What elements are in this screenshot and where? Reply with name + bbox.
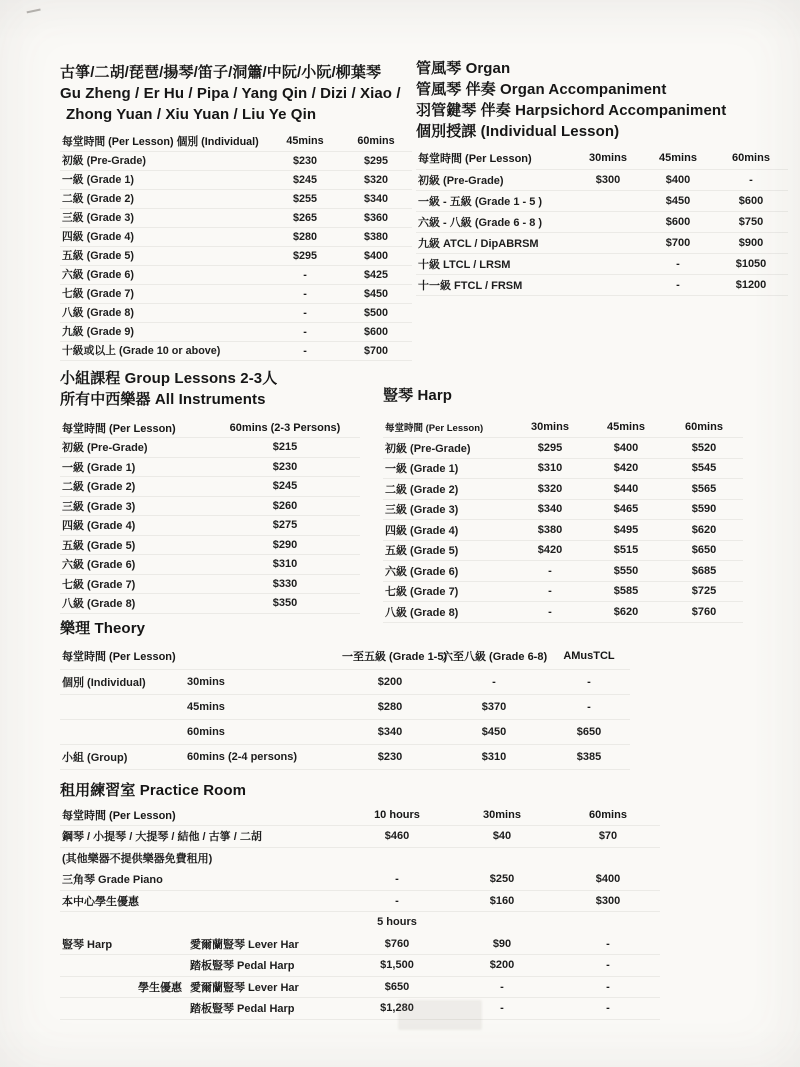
column-header: 六至八級 (Grade 6-8) [440,644,548,669]
table-cell: - [270,341,340,360]
table-cell: $620 [587,602,665,623]
column-header: 45mins [587,417,665,438]
table-cell: 一級 - 五級 (Grade 1 - 5 ) [416,190,574,211]
table-cell: 二級 (Grade 2) [383,479,513,500]
table-cell: $425 [340,265,412,284]
table-cell: $215 [210,438,360,458]
title-line-harp: 豎琴 Harp [383,387,453,404]
table-row [60,208,412,227]
table-cell: 一級 (Grade 1) [60,170,270,189]
table-cell [346,847,448,869]
table-row [383,561,743,582]
table-row [416,211,788,232]
column-header: 45mins [642,148,714,169]
table-cell: 七級 (Grade 7) [383,581,513,602]
table-row [60,189,412,208]
table-row [60,535,360,555]
table-cell: $760 [665,602,743,623]
table-row [60,438,360,458]
table-cell [60,998,188,1020]
title-line-organ-acc: 管風琴 伴奏 Organ Accompaniment [416,81,667,98]
table-cell: - [448,998,556,1020]
harp-section [383,385,743,623]
table-cell: $280 [270,227,340,246]
table-row [60,265,412,284]
table-cell: 九級 ATCL / DipABRSM [416,232,574,253]
table-cell: 四級 (Grade 4) [383,520,513,541]
table-cell: $1,280 [346,998,448,1020]
table-header-row [60,644,630,669]
table-row [60,227,412,246]
table-cell: 八級 (Grade 8) [60,303,270,322]
table-cell: $545 [665,458,743,479]
scan-shadow-artifact [398,1000,482,1030]
table-row [383,438,743,459]
title-line-all-instruments: 所有中西樂器 All Instruments [60,391,266,408]
organ-section [416,58,788,296]
table-row [416,169,788,190]
table-header-row [60,418,360,438]
table-cell [188,890,346,912]
title-line-group: 小組課程 Group Lessons 2-3人 [60,370,278,387]
table-row [60,890,660,912]
table-cell: 鋼琴 / 小提琴 / 大提琴 / 結他 / 古箏 / 二胡 [60,826,188,848]
table-cell [574,253,642,274]
table-cell: $450 [642,190,714,211]
table-cell: 豎琴 Harp [60,933,188,955]
table-cell: 二級 (Grade 2) [60,189,270,208]
table-cell: $600 [714,190,788,211]
table-cell [556,912,660,934]
table-cell: 初級 (Pre-Grade) [60,151,270,170]
table-cell: 六級 (Grade 6) [383,561,513,582]
table-cell: $340 [340,719,440,744]
column-header: 60mins (2-3 Persons) [210,418,360,438]
table-cell: $585 [587,581,665,602]
table-cell: $550 [587,561,665,582]
table-cell: $320 [340,170,412,189]
table-cell: 60mins (2-4 persons) [185,744,340,769]
table-cell: $380 [340,227,412,246]
chinese-instruments-table [60,132,412,361]
table-cell [60,719,185,744]
table-row [60,869,660,891]
table-cell: $900 [714,232,788,253]
table-cell: 5 hours [377,916,417,929]
table-cell: $250 [448,869,556,891]
table-cell: $370 [440,694,548,719]
table-cell: $350 [210,594,360,614]
table-cell: - [270,303,340,322]
table-cell: - [556,955,660,977]
table-cell: $230 [270,151,340,170]
table-cell: $450 [340,284,412,303]
table-cell: $290 [210,535,360,555]
table-cell: $685 [665,561,743,582]
table-cell: $40 [448,826,556,848]
table-row [383,540,743,561]
table-cell [448,912,556,934]
table-cell: 十級或以上 (Grade 10 or above) [60,341,270,360]
table-cell: - [513,561,587,582]
table-cell: $650 [665,540,743,561]
table-row [383,520,743,541]
organ-title [416,58,788,142]
table-cell: $265 [270,208,340,227]
table-cell: $340 [513,499,587,520]
table-cell [188,912,346,934]
table-cell: 初級 (Pre-Grade) [383,438,513,459]
table-cell: $565 [665,479,743,500]
table-cell: 學生優惠 [60,976,188,998]
table-cell: - [346,890,448,912]
table-cell: 五級 (Grade 5) [60,246,270,265]
theory-section [60,618,630,770]
table-cell: $295 [340,151,412,170]
column-header: 每堂時間 (Per Lesson) [60,644,340,669]
table-cell: 七級 (Grade 7) [60,284,270,303]
table-cell: $650 [346,976,448,998]
table-cell: - [548,694,630,719]
table-cell: 八級 (Grade 8) [60,594,210,614]
title-line-organ: 管風琴 Organ [416,60,511,77]
table-row [60,694,630,719]
table-row [60,496,360,516]
table-row [60,955,660,977]
table-cell: 五級 (Grade 5) [383,540,513,561]
column-header: 30mins [574,148,642,169]
table-cell: - [556,998,660,1020]
table-row [416,253,788,274]
table-cell: 十一級 FTCL / FRSM [416,274,574,295]
table-cell: $400 [642,169,714,190]
table-header-row [383,417,743,438]
table-row [60,933,660,955]
title-line-en2: Zhong Yuan / Xiu Yuan / Liu Ye Qin [66,106,317,123]
table-cell: 六級 (Grade 6) [60,265,270,284]
table-cell: $1050 [714,253,788,274]
table-cell: $260 [210,496,360,516]
table-cell: $245 [210,477,360,497]
table-cell: 個別 (Individual) [60,669,185,694]
table-cell: $245 [270,170,340,189]
table-cell: 踏板豎琴 Pedal Harp [188,998,346,1020]
group-lessons-section [60,368,360,614]
table-cell: $275 [210,516,360,536]
table-cell: $255 [270,189,340,208]
table-row [416,190,788,211]
table-cell: $385 [548,744,630,769]
table-cell: $590 [665,499,743,520]
table-cell: 45mins [185,694,340,719]
table-cell: 一級 (Grade 1) [60,457,210,477]
column-header: 每堂時間 (Per Lesson) [60,418,210,438]
table-row [60,912,660,934]
table-cell: $515 [587,540,665,561]
table-cell: - [440,669,548,694]
table-row [60,594,360,614]
table-cell: $700 [340,341,412,360]
table-cell: 七級 (Grade 7) [60,574,210,594]
table-cell: $400 [587,438,665,459]
table-cell: $230 [340,744,440,769]
table-cell: $90 [448,933,556,955]
table-cell: $295 [513,438,587,459]
table-header-row [60,804,660,826]
table-cell: 一級 (Grade 1) [383,458,513,479]
column-header: 30mins [448,804,556,826]
table-row [60,457,360,477]
table-cell: 十級 LTCL / LRSM [416,253,574,274]
table-header-row [60,132,412,151]
table-row [416,274,788,295]
table-cell: $200 [340,669,440,694]
table-cell [574,211,642,232]
table-cell: $760 [346,933,448,955]
table-cell: - [556,933,660,955]
table-cell: $495 [587,520,665,541]
table-cell: - [448,976,556,998]
table-row [60,303,412,322]
table-cell: 二級 (Grade 2) [60,477,210,497]
table-cell: $280 [340,694,440,719]
table-cell [60,694,185,719]
table-row [60,976,660,998]
table-cell: $1,500 [346,955,448,977]
table-cell: $460 [346,826,448,848]
table-cell [574,274,642,295]
table-row [60,477,360,497]
table-row [383,479,743,500]
column-header: 每堂時間 (Per Lesson) [60,804,346,826]
column-header: 每堂時間 (Per Lesson) [383,417,513,438]
table-cell: 三角琴 Grade Piano [60,869,188,891]
title-line-harpsichord-acc: 羽管鍵琴 伴奏 Harpsichord Accompaniment [416,102,727,119]
table-cell: $600 [340,322,412,341]
table-row [60,574,360,594]
table-row [60,151,412,170]
table-cell: - [513,602,587,623]
column-header: 10 hours [346,804,448,826]
practice-room-table [60,804,660,1020]
column-header: 一至五級 (Grade 1-5) [340,644,440,669]
chinese-instruments-section [60,62,412,361]
table-row [60,998,660,1020]
table-cell: $300 [574,169,642,190]
table-cell: 三級 (Grade 3) [60,496,210,516]
column-header: 每堂時間 (Per Lesson) 個別 (Individual) [60,132,270,151]
table-cell: 六級 - 八級 (Grade 6 - 8 ) [416,211,574,232]
table-cell: 小組 (Group) [60,744,185,769]
table-cell: $520 [665,438,743,459]
table-row [60,719,630,744]
table-header-row [416,148,788,169]
table-row [60,669,630,694]
table-row [383,458,743,479]
table-cell: 60mins [185,719,340,744]
column-header: 30mins [513,417,587,438]
table-cell: - [270,265,340,284]
table-cell: $465 [587,499,665,520]
table-cell: - [556,976,660,998]
table-cell: $360 [340,208,412,227]
table-cell: $160 [448,890,556,912]
table-cell [188,869,346,891]
column-header: 60mins [714,148,788,169]
table-cell: 三級 (Grade 3) [383,499,513,520]
table-cell: - [548,669,630,694]
table-cell [574,190,642,211]
column-header: 45mins [270,132,340,151]
table-cell: - [642,253,714,274]
table-cell: 五級 (Grade 5) [60,535,210,555]
table-cell: 八級 (Grade 8) [383,602,513,623]
organ-table [416,148,788,296]
table-cell: $400 [556,869,660,891]
table-cell: $500 [340,303,412,322]
table-cell: 四級 (Grade 4) [60,227,270,246]
table-cell: 愛爾蘭豎琴 Lever Har [188,976,346,998]
theory-table [60,644,630,770]
table-cell: 四級 (Grade 4) [60,516,210,536]
column-header: 每堂時間 (Per Lesson) [416,148,574,169]
table-cell [574,232,642,253]
table-cell: $70 [556,826,660,848]
column-header: 60mins [556,804,660,826]
table-cell: - [270,284,340,303]
practice-room-title [60,780,660,801]
table-cell [556,847,660,869]
table-cell: $420 [587,458,665,479]
table-cell: 九級 (Grade 9) [60,322,270,341]
table-cell: $725 [665,581,743,602]
table-row [60,744,630,769]
harp-title [383,385,743,406]
table-row [383,499,743,520]
table-row [416,232,788,253]
practice-room-section [60,780,660,1020]
chinese-instruments-title [60,62,412,125]
table-cell: - [513,581,587,602]
table-row [383,581,743,602]
table-cell: $380 [513,520,587,541]
table-row [60,322,412,341]
table-cell: $200 [448,955,556,977]
table-cell: $700 [642,232,714,253]
table-row [60,246,412,265]
table-cell: 踏板豎琴 Pedal Harp [188,955,346,977]
table-cell: 三級 (Grade 3) [60,208,270,227]
table-cell: - [642,274,714,295]
theory-title [60,618,630,639]
table-cell: - [270,322,340,341]
table-cell: $330 [210,574,360,594]
table-cell: $420 [513,540,587,561]
table-cell: $650 [548,719,630,744]
table-cell: (其他樂器不提供樂器免費租用) [62,852,213,865]
table-cell: $400 [340,246,412,265]
harp-table [383,417,743,623]
table-cell: $440 [587,479,665,500]
title-line-individual-lesson: 個別授課 (Individual Lesson) [416,123,620,140]
title-line-en1: Gu Zheng / Er Hu / Pipa / Yang Qin / Dizi / Xiao / [60,85,401,102]
table-cell: 30mins [185,669,340,694]
table-row [60,555,360,575]
table-row [60,170,412,189]
table-row [60,341,412,360]
table-row [60,284,412,303]
group-lessons-title [60,368,360,410]
table-cell [60,912,188,934]
table-cell: 愛爾蘭豎琴 Lever Har [188,933,346,955]
table-cell [60,955,188,977]
table-cell: $310 [210,555,360,575]
table-row [60,516,360,536]
table-cell: $620 [665,520,743,541]
table-cell: $450 [440,719,548,744]
column-header: 60mins [665,417,743,438]
title-line-zh: 古箏/二胡/琵琶/揚琴/笛子/洞簫/中阮/小阮/柳葉琴 [60,64,382,81]
column-header: AMusTCL [548,644,630,669]
table-cell: 六級 (Grade 6) [60,555,210,575]
table-cell: $1200 [714,274,788,295]
table-cell: $300 [556,890,660,912]
column-header: 60mins [340,132,412,151]
scan-artifact-mark [25,3,40,14]
table-cell: 本中心學生優惠 [60,890,188,912]
table-cell [448,847,556,869]
table-cell: - [346,869,448,891]
table-cell: $295 [270,246,340,265]
table-cell: $750 [714,211,788,232]
title-line-practice-room: 租用練習室 Practice Room [60,782,247,799]
table-cell: $600 [642,211,714,232]
table-cell: $230 [210,457,360,477]
table-cell: 初級 (Pre-Grade) [416,169,574,190]
table-row [60,847,660,869]
table-cell: $310 [513,458,587,479]
table-cell: $310 [440,744,548,769]
table-cell: $320 [513,479,587,500]
table-cell: $340 [340,189,412,208]
table-row [60,826,660,848]
title-line-theory: 樂理 Theory [60,620,146,637]
table-cell: 初級 (Pre-Grade) [60,438,210,458]
table-cell: - [714,169,788,190]
group-lessons-table [60,418,360,614]
